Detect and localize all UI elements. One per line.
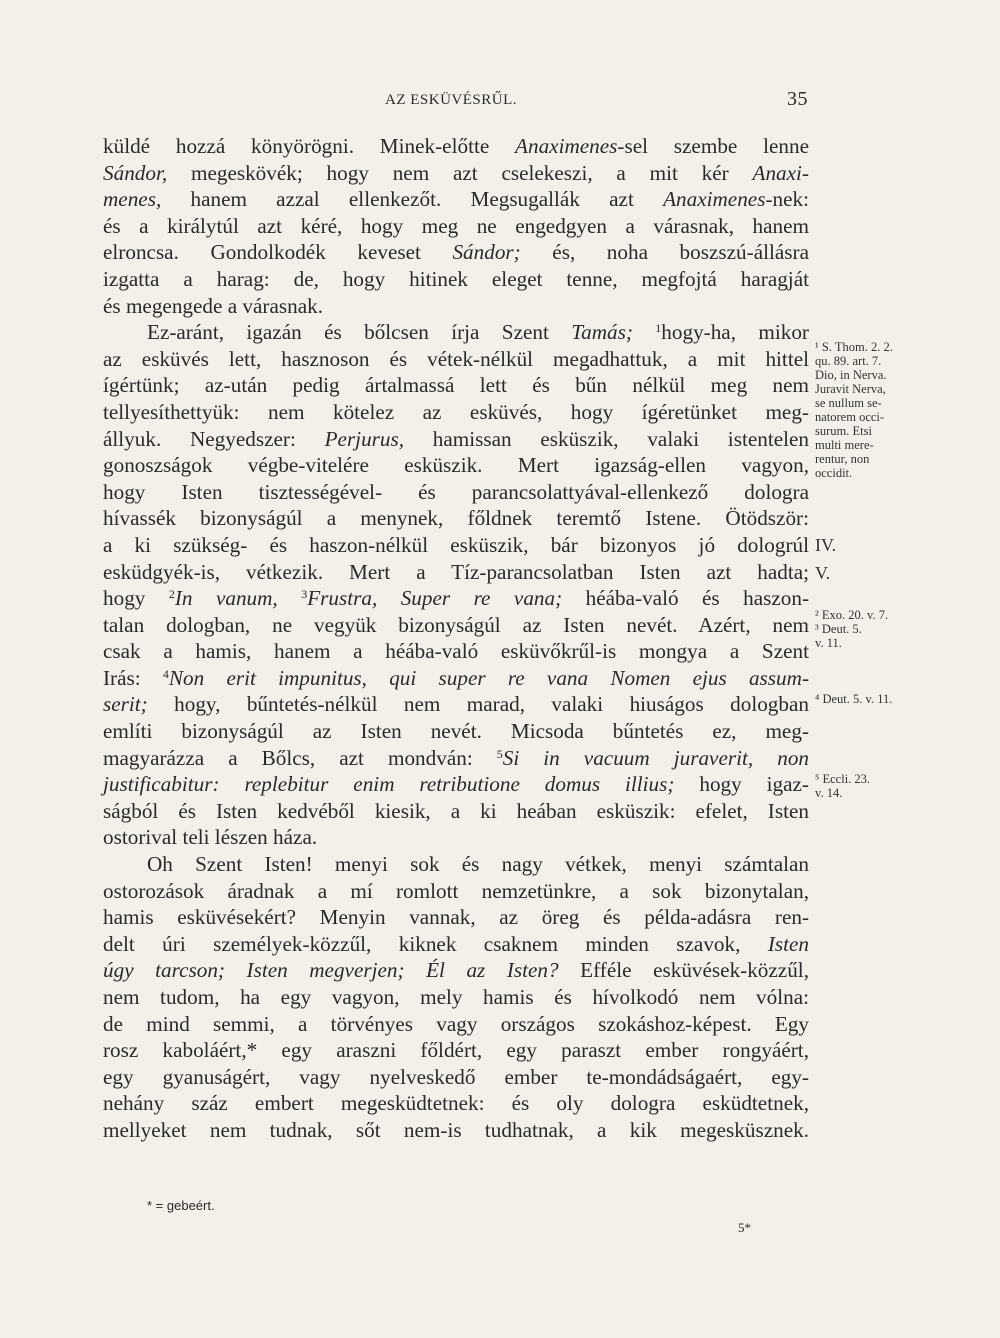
margin-note-line: natorem occi- xyxy=(815,410,885,424)
text-segment: állyuk. Negyedszer: xyxy=(103,426,325,451)
text-segment: mellyeket nem tudnak, sőt nem-is tudhatnak, a kik megesküsznek. xyxy=(103,1117,809,1142)
text-line xyxy=(103,505,809,532)
text-segment: Sándor; xyxy=(452,240,521,265)
text-segment: megeskövék; hogy nem azt cselekeszi, a mit kér xyxy=(167,160,753,185)
text-line xyxy=(103,213,809,240)
text-segment: Anaximenes xyxy=(663,187,766,212)
text-line xyxy=(103,319,809,346)
margin-note-line: ⁵ Eccli. 23. xyxy=(815,772,871,786)
text-segment: 4 xyxy=(162,666,169,681)
text-line xyxy=(103,984,809,1011)
text-segment: ostorival teli lészen háza. xyxy=(103,825,318,850)
text-line xyxy=(103,133,809,160)
text-segment: tellyesíthettyük: nem kötelez az esküvés, hogy ígéretünket meg- xyxy=(103,399,809,424)
text-segment: Oh Szent Isten! menyi sok és nagy vétkek, menyi számtalan xyxy=(147,852,809,877)
margin-note xyxy=(815,692,935,706)
text-segment: csak a hamis, hanem a héába-való esküvőkrűl-is mongya a Szent xyxy=(103,639,809,664)
text-segment: ígértünk; az-után pedig ártalmassá lett és bűn nélkül meg nem xyxy=(103,373,809,398)
text-line xyxy=(103,798,809,825)
text-segment: 2 xyxy=(168,587,175,602)
margin-note-line: occidit. xyxy=(815,466,853,480)
text-line xyxy=(103,665,809,692)
text-line xyxy=(103,585,809,612)
text-segment: -nek: xyxy=(765,187,809,212)
text-line xyxy=(103,878,809,905)
text-segment: delt úri személyek-közzűl, kiknek csaknem minden szavok, xyxy=(103,931,768,956)
text-segment: Frustra, Super re vana; xyxy=(307,586,563,611)
text-segment: említi bizonyságúl az Isten nevét. Micsoda bűntetés ez, meg- xyxy=(103,719,809,744)
text-line xyxy=(103,160,809,187)
text-segment: és, noha boszszú-állásra xyxy=(520,240,809,265)
text-line xyxy=(103,691,809,718)
text-line xyxy=(103,612,809,639)
text-segment: úgy tarcson; Isten megverjen; Él az Isten? xyxy=(103,958,559,983)
text-segment: hogy xyxy=(103,586,169,611)
text-line xyxy=(103,293,809,320)
text-segment: rosz kaboláért,* egy araszni főldért, egy paraszt ember rongyáért, xyxy=(103,1038,809,1063)
text-segment: hogy-ha, mikor xyxy=(661,320,809,345)
margin-note-line: se nullum se- xyxy=(815,396,882,410)
margin-note-line: multi mere- xyxy=(815,438,874,452)
signature-mark: 5* xyxy=(738,1220,751,1235)
text-line xyxy=(103,718,809,745)
text-line xyxy=(103,1064,809,1091)
text-line xyxy=(103,745,809,772)
margin-note-line: IV. xyxy=(815,535,837,555)
text-segment: az esküvés lett, hasznoson és vétek-nélkül megadhattuk, a mit hittel xyxy=(103,346,809,371)
margin-note-line: v. 14. xyxy=(815,786,843,800)
text-segment: 5 xyxy=(496,746,503,761)
margin-note xyxy=(815,563,935,583)
text-line xyxy=(103,186,809,213)
text-segment: egy gyanuságért, vagy nyelveskedő ember te-mondádságaért, egy- xyxy=(103,1064,809,1089)
text-segment: héába-való és haszon- xyxy=(562,586,809,611)
page-header xyxy=(0,88,1000,112)
text-segment: -sel szembe lenne xyxy=(617,134,809,158)
text-segment: Non erit impunitus, qui super re vana Nomen ejus assum- xyxy=(168,665,809,690)
text-segment: 1 xyxy=(655,321,662,336)
text-line xyxy=(103,851,809,878)
text-segment: Sándor, xyxy=(103,160,168,185)
text-segment: 3 xyxy=(301,587,308,602)
text-line xyxy=(103,239,809,266)
text-line xyxy=(103,957,809,984)
margin-note xyxy=(815,535,935,555)
margin-note xyxy=(815,772,935,800)
text-segment: hogy igaz- xyxy=(674,772,809,797)
text-segment: Irás: xyxy=(103,665,163,690)
text-line xyxy=(103,426,809,453)
text-segment: Anaxi- xyxy=(752,160,809,185)
margin-note-line: ¹ S. Thom. 2. 2. xyxy=(815,340,893,354)
text-segment: küldé hozzá könyörögni. Minek-előtte xyxy=(103,134,516,158)
margin-note-line: Juravit Nerva, xyxy=(815,382,886,396)
margin-note-line: ² Exo. 20. v. 7. xyxy=(815,608,889,622)
text-segment: hamis esküvésekért? Menyin vannak, az öreg és példa-adásra ren- xyxy=(103,905,809,930)
margin-note-line: v. 11. xyxy=(815,636,842,650)
text-segment: talan dologban, ne vegyük bizonyságúl az Isten nevét. Azért, nem xyxy=(103,612,809,637)
text-segment: de mind semmi, a törvényes vagy országos szokáshoz-képest. Egy xyxy=(103,1011,809,1036)
text-segment: Si in vacuum juraverit, non xyxy=(502,745,810,770)
text-segment: izgatta a harag: de, hogy hitinek eleget tenne, megfojtá haragját xyxy=(103,266,809,291)
text-segment: és megengede a várasnak. xyxy=(103,293,324,318)
text-line xyxy=(103,399,809,426)
text-segment xyxy=(633,320,655,344)
text-line xyxy=(103,771,809,798)
text-segment: Efféle esküvések-közzűl, xyxy=(558,958,809,983)
text-segment: Ez-aránt, igazán és bőlcsen írja Szent xyxy=(147,320,572,345)
text-segment: ságból és Isten kedvéből kiesik, a ki heában esküszik: efelet, Isten xyxy=(103,798,809,823)
text-segment: Isten xyxy=(767,931,809,956)
text-line xyxy=(103,479,809,506)
text-line xyxy=(103,824,809,851)
text-segment: menes, xyxy=(103,187,162,212)
text-segment: esküdgyék-is, vétkezik. Mert a Tíz-parancsolatban Isten azt hadta; xyxy=(103,559,809,584)
margin-note-line: V. xyxy=(815,563,831,583)
text-segment: Tamás; xyxy=(571,320,633,345)
text-segment: justificabitur: replebitur enim retributione domus illius; xyxy=(103,772,675,797)
margin-note-line: surum. Etsi xyxy=(815,424,872,438)
text-line xyxy=(103,1037,809,1064)
text-line xyxy=(103,638,809,665)
text-segment: ostorozások áradnak a mí romlott nemzetünkre, a sok bizonytalan, xyxy=(103,878,809,903)
margin-note xyxy=(815,608,935,650)
margin-note-line: qu. 89. art. 7. xyxy=(815,354,882,368)
margin-note xyxy=(815,340,935,480)
text-segment: In vanum, xyxy=(174,586,302,611)
text-segment: serit; xyxy=(103,692,148,717)
margin-note-line: rentur, non xyxy=(815,452,870,466)
text-segment: nehány száz embert megesküdtetnek: és oly dologra esküdtetnek, xyxy=(103,1091,809,1116)
text-line xyxy=(103,904,809,931)
page-number: 35 xyxy=(787,88,808,110)
text-line xyxy=(103,452,809,479)
text-line xyxy=(103,346,809,373)
text-line xyxy=(103,1090,809,1117)
text-segment: Perjurus, xyxy=(324,426,405,451)
text-line xyxy=(103,266,809,293)
text-line xyxy=(103,931,809,958)
text-segment: hogy Isten tisztességével- és parancsolattyával-ellenkező dologra xyxy=(103,479,809,504)
body-text xyxy=(103,133,809,1144)
margin-note-line: ³ Deut. 5. xyxy=(815,622,862,636)
footnote: * = gebeért. xyxy=(147,1198,215,1213)
text-segment: hívassék bizonyságúl a menynek, főldnek teremtő Istene. Ötödször: xyxy=(103,506,809,531)
text-segment: hogy, bűntetés-nélkül nem marad, valaki hiuságos dologban xyxy=(147,692,809,717)
text-segment: Anaximenes xyxy=(515,134,618,158)
text-line xyxy=(103,559,809,586)
text-line xyxy=(103,532,809,559)
text-line xyxy=(103,1117,809,1144)
margin-note-line: Dio, in Nerva. xyxy=(815,368,887,382)
text-segment: és a királytúl azt kéré, hogy meg ne engedgyen a várasnak, hanem xyxy=(103,213,809,238)
running-head: AZ ESKÜVÉSRŰL. xyxy=(385,92,518,108)
text-segment: hanem azzal ellenkezőt. Megsugallák azt xyxy=(161,187,664,212)
text-segment: gonoszságok végbe-vitelére esküszik. Mert igazság-ellen vagyon, xyxy=(103,453,809,478)
text-line xyxy=(103,1011,809,1038)
text-segment: a ki szükség- és haszon-nélkül esküszik, bár bizonyos jó dologrúl xyxy=(103,532,809,557)
margin-note-line: ⁴ Deut. 5. v. 11. xyxy=(815,692,893,706)
text-segment: nem tudom, ha egy vagyon, mely hamis és hívolkodó nem vólna: xyxy=(103,985,809,1009)
text-segment: elroncsa. Gondolkodék keveset xyxy=(103,240,453,265)
text-segment: hamissan esküszik, valaki istentelen xyxy=(404,426,809,451)
text-segment: magyarázza a Bőlcs, azt mondván: xyxy=(103,745,497,770)
text-line xyxy=(103,372,809,399)
